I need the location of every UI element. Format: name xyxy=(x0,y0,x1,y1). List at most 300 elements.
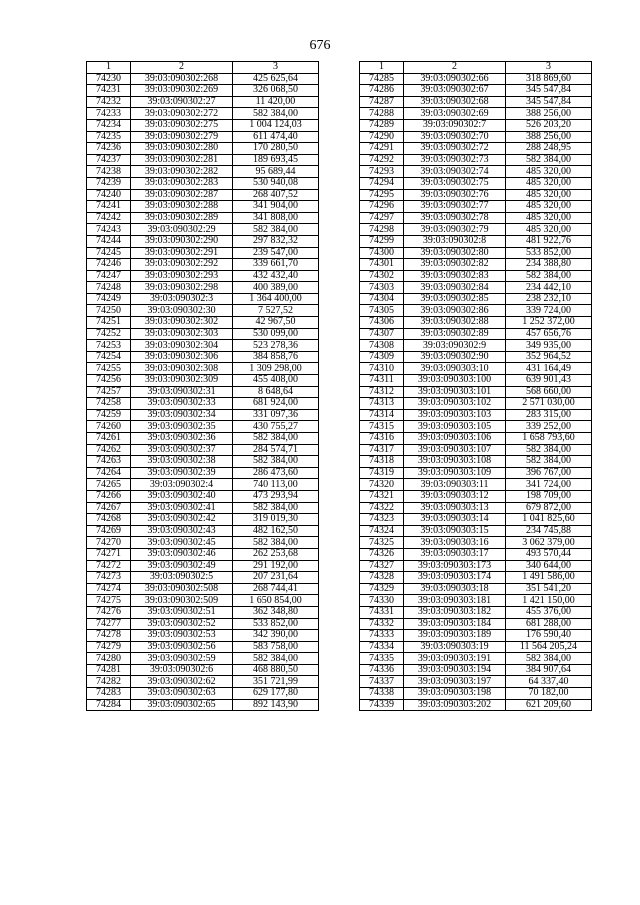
table-row xyxy=(87,664,319,676)
row-number-cell: 74278 xyxy=(87,630,131,642)
row-number-cell: 74239 xyxy=(87,177,131,189)
table-row xyxy=(360,456,592,468)
table-row xyxy=(360,502,592,514)
table-row xyxy=(360,572,592,584)
value-cell: 95 689,44 xyxy=(233,166,319,178)
cadastral-number-cell: 39:03:090302:49 xyxy=(131,560,233,572)
value-cell: 198 709,00 xyxy=(506,490,592,502)
table-row xyxy=(87,143,319,155)
cadastral-number-cell: 39:03:090303:189 xyxy=(404,630,506,642)
cadastral-number-cell: 39:03:090302:78 xyxy=(404,212,506,224)
row-number-cell: 74259 xyxy=(87,409,131,421)
row-number-cell: 74243 xyxy=(87,224,131,236)
row-number-cell: 74302 xyxy=(360,270,404,282)
cadastral-number-cell: 39:03:090302:42 xyxy=(131,514,233,526)
row-number-cell: 74231 xyxy=(87,85,131,97)
table-row xyxy=(87,189,319,201)
cadastral-number-cell: 39:03:090303:10 xyxy=(404,363,506,375)
value-cell: 11 564 205,24 xyxy=(506,641,592,653)
cadastral-number-cell: 39:03:090302:303 xyxy=(131,328,233,340)
table-row xyxy=(360,548,592,560)
row-number-cell: 74247 xyxy=(87,270,131,282)
table-row xyxy=(87,247,319,259)
table-row xyxy=(87,641,319,653)
value-cell: 1 252 372,00 xyxy=(506,317,592,329)
row-number-cell: 74285 xyxy=(360,73,404,85)
row-number-cell: 74312 xyxy=(360,386,404,398)
table-row xyxy=(87,595,319,607)
table-row xyxy=(360,537,592,549)
value-cell: 526 203,20 xyxy=(506,119,592,131)
row-number-cell: 74318 xyxy=(360,456,404,468)
row-number-cell: 74286 xyxy=(360,85,404,97)
table-row xyxy=(360,351,592,363)
table-row xyxy=(360,583,592,595)
table-row xyxy=(360,189,592,201)
row-number-cell: 74256 xyxy=(87,375,131,387)
cadastral-number-cell: 39:03:090302:62 xyxy=(131,676,233,688)
cadastral-number-cell: 39:03:090302:298 xyxy=(131,282,233,294)
value-cell: 485 320,00 xyxy=(506,177,592,189)
value-cell: 485 320,00 xyxy=(506,201,592,213)
table-row xyxy=(87,154,319,166)
value-cell: 1 658 793,60 xyxy=(506,433,592,445)
row-number-cell: 74329 xyxy=(360,583,404,595)
value-cell: 582 384,00 xyxy=(233,108,319,120)
row-number-cell: 74337 xyxy=(360,676,404,688)
row-number-cell: 74242 xyxy=(87,212,131,224)
value-cell: 400 389,00 xyxy=(233,282,319,294)
cadastral-number-cell: 39:03:090302:508 xyxy=(131,583,233,595)
row-number-cell: 74300 xyxy=(360,247,404,259)
cadastral-number-cell: 39:03:090303:16 xyxy=(404,537,506,549)
cadastral-number-cell: 39:03:090302:509 xyxy=(131,595,233,607)
value-cell: 582 384,00 xyxy=(233,537,319,549)
table-row xyxy=(360,409,592,421)
cadastral-number-cell: 39:03:090302:34 xyxy=(131,409,233,421)
value-cell: 345 547,84 xyxy=(506,96,592,108)
cadastral-number-cell: 39:03:090302:43 xyxy=(131,525,233,537)
row-number-cell: 74298 xyxy=(360,224,404,236)
value-cell: 493 570,44 xyxy=(506,548,592,560)
value-cell: 533 852,00 xyxy=(506,247,592,259)
cadastral-number-cell: 39:03:090303:17 xyxy=(404,548,506,560)
table-row xyxy=(87,282,319,294)
cadastral-number-cell: 39:03:090303:11 xyxy=(404,479,506,491)
cadastral-number-cell: 39:03:090302:65 xyxy=(131,699,233,711)
cadastral-number-cell: 39:03:090302:45 xyxy=(131,537,233,549)
row-number-cell: 74294 xyxy=(360,177,404,189)
cadastral-number-cell: 39:03:090302:51 xyxy=(131,606,233,618)
table-row xyxy=(360,386,592,398)
table-row xyxy=(360,270,592,282)
cadastral-number-cell: 39:03:090302:288 xyxy=(131,201,233,213)
table-row xyxy=(360,490,592,502)
row-number-cell: 74234 xyxy=(87,119,131,131)
value-cell: 291 192,00 xyxy=(233,560,319,572)
row-number-cell: 74308 xyxy=(360,340,404,352)
table-header-row xyxy=(360,62,592,74)
row-number-cell: 74324 xyxy=(360,525,404,537)
row-number-cell: 74272 xyxy=(87,560,131,572)
row-number-cell: 74235 xyxy=(87,131,131,143)
row-number-cell: 74263 xyxy=(87,456,131,468)
table-row xyxy=(360,375,592,387)
value-cell: 468 880,50 xyxy=(233,664,319,676)
value-cell: 582 384,00 xyxy=(233,224,319,236)
cadastral-number-cell: 39:03:090302:36 xyxy=(131,433,233,445)
value-cell: 234 442,10 xyxy=(506,282,592,294)
row-number-cell: 74289 xyxy=(360,119,404,131)
row-number-cell: 74238 xyxy=(87,166,131,178)
table-row xyxy=(360,479,592,491)
cadastral-number-cell: 39:03:090303:198 xyxy=(404,688,506,700)
table-row xyxy=(87,212,319,224)
cadastral-number-cell: 39:03:090302:281 xyxy=(131,154,233,166)
cadastral-number-cell: 39:03:090303:197 xyxy=(404,676,506,688)
value-cell: 339 252,00 xyxy=(506,421,592,433)
cadastral-number-cell: 39:03:090302:279 xyxy=(131,131,233,143)
table-row xyxy=(360,154,592,166)
cadastral-number-cell: 39:03:090302:73 xyxy=(404,154,506,166)
row-number-cell: 74306 xyxy=(360,317,404,329)
row-number-cell: 74283 xyxy=(87,688,131,700)
cadastral-number-cell: 39:03:090303:108 xyxy=(404,456,506,468)
cadastral-number-cell: 39:03:090302:35 xyxy=(131,421,233,433)
table-row xyxy=(360,201,592,213)
cadastral-number-cell: 39:03:090303:14 xyxy=(404,514,506,526)
cadastral-number-cell: 39:03:090302:304 xyxy=(131,340,233,352)
value-cell: 283 315,00 xyxy=(506,409,592,421)
cadastral-number-cell: 39:03:090302:70 xyxy=(404,131,506,143)
row-number-cell: 74293 xyxy=(360,166,404,178)
row-number-cell: 74305 xyxy=(360,305,404,317)
row-number-cell: 74327 xyxy=(360,560,404,572)
table-row xyxy=(360,699,592,711)
cadastral-number-cell: 39:03:090302:82 xyxy=(404,259,506,271)
value-cell: 485 320,00 xyxy=(506,189,592,201)
cadastral-number-cell: 39:03:090303:182 xyxy=(404,606,506,618)
row-number-cell: 74245 xyxy=(87,247,131,259)
row-number-cell: 74321 xyxy=(360,490,404,502)
table-row xyxy=(87,699,319,711)
cadastral-number-cell: 39:03:090303:103 xyxy=(404,409,506,421)
value-cell: 8 648,64 xyxy=(233,386,319,398)
row-number-cell: 74281 xyxy=(87,664,131,676)
table-row xyxy=(360,606,592,618)
cadastral-number-cell: 39:03:090303:173 xyxy=(404,560,506,572)
value-cell: 679 872,00 xyxy=(506,502,592,514)
cadastral-number-cell: 39:03:090302:293 xyxy=(131,270,233,282)
table-row xyxy=(360,398,592,410)
row-number-cell: 74232 xyxy=(87,96,131,108)
table-row xyxy=(87,119,319,131)
table-row xyxy=(87,490,319,502)
table-row xyxy=(360,641,592,653)
row-number-cell: 74316 xyxy=(360,433,404,445)
cadastral-number-cell: 39:03:090302:31 xyxy=(131,386,233,398)
cadastral-number-cell: 39:03:090302:4 xyxy=(131,479,233,491)
value-cell: 388 256,00 xyxy=(506,131,592,143)
cadastral-number-cell: 39:03:090303:191 xyxy=(404,653,506,665)
cadastral-number-cell: 39:03:090302:46 xyxy=(131,548,233,560)
row-number-cell: 74313 xyxy=(360,398,404,410)
table-row xyxy=(360,688,592,700)
value-cell: 234 388,80 xyxy=(506,259,592,271)
table-row xyxy=(360,131,592,143)
row-number-cell: 74315 xyxy=(360,421,404,433)
table-row xyxy=(87,525,319,537)
row-number-cell: 74261 xyxy=(87,433,131,445)
value-cell: 207 231,64 xyxy=(233,572,319,584)
value-cell: 530 099,00 xyxy=(233,328,319,340)
row-number-cell: 74314 xyxy=(360,409,404,421)
value-cell: 70 182,00 xyxy=(506,688,592,700)
value-cell: 341 808,00 xyxy=(233,212,319,224)
value-cell: 42 967,50 xyxy=(233,317,319,329)
table-row xyxy=(360,340,592,352)
cadastral-number-cell: 39:03:090302:76 xyxy=(404,189,506,201)
row-number-cell: 74317 xyxy=(360,444,404,456)
value-cell: 318 869,60 xyxy=(506,73,592,85)
cadastral-number-cell: 39:03:090302:69 xyxy=(404,108,506,120)
value-cell: 342 390,00 xyxy=(233,630,319,642)
value-cell: 582 384,00 xyxy=(233,433,319,445)
value-cell: 621 209,60 xyxy=(506,699,592,711)
value-cell: 1 491 586,00 xyxy=(506,572,592,584)
table-row xyxy=(87,351,319,363)
row-number-cell: 74330 xyxy=(360,595,404,607)
value-cell: 681 288,00 xyxy=(506,618,592,630)
value-cell: 351 721,99 xyxy=(233,676,319,688)
table-row xyxy=(87,85,319,97)
table-row xyxy=(87,421,319,433)
cadastral-number-cell: 39:03:090302:41 xyxy=(131,502,233,514)
cadastral-number-cell: 39:03:090302:72 xyxy=(404,143,506,155)
cadastral-number-cell: 39:03:090302:308 xyxy=(131,363,233,375)
cadastral-number-cell: 39:03:090302:59 xyxy=(131,653,233,665)
value-cell: 530 940,08 xyxy=(233,177,319,189)
value-cell: 892 143,90 xyxy=(233,699,319,711)
cadastral-number-cell: 39:03:090303:101 xyxy=(404,386,506,398)
value-cell: 339 724,00 xyxy=(506,305,592,317)
cadastral-number-cell: 39:03:090303:18 xyxy=(404,583,506,595)
cadastral-number-cell: 39:03:090302:282 xyxy=(131,166,233,178)
row-number-cell: 74246 xyxy=(87,259,131,271)
value-cell: 11 420,00 xyxy=(233,96,319,108)
table-row xyxy=(87,688,319,700)
table-row xyxy=(360,676,592,688)
value-cell: 351 541,20 xyxy=(506,583,592,595)
cadastral-number-cell: 39:03:090302:272 xyxy=(131,108,233,120)
table-row xyxy=(87,398,319,410)
cadastral-number-cell: 39:03:090302:290 xyxy=(131,235,233,247)
value-cell: 455 408,00 xyxy=(233,375,319,387)
cadastral-number-cell: 39:03:090303:100 xyxy=(404,375,506,387)
registry-table-left xyxy=(86,61,319,711)
row-number-cell: 74311 xyxy=(360,375,404,387)
cadastral-number-cell: 39:03:090302:29 xyxy=(131,224,233,236)
table-row xyxy=(87,502,319,514)
value-cell: 349 935,00 xyxy=(506,340,592,352)
value-cell: 239 547,00 xyxy=(233,247,319,259)
value-cell: 7 527,52 xyxy=(233,305,319,317)
row-number-cell: 74279 xyxy=(87,641,131,653)
row-number-cell: 74277 xyxy=(87,618,131,630)
value-cell: 384 858,76 xyxy=(233,351,319,363)
value-cell: 583 758,00 xyxy=(233,641,319,653)
value-cell: 340 644,00 xyxy=(506,560,592,572)
table-row xyxy=(87,375,319,387)
table-row xyxy=(360,143,592,155)
cadastral-number-cell: 39:03:090302:37 xyxy=(131,444,233,456)
row-number-cell: 74255 xyxy=(87,363,131,375)
row-number-cell: 74264 xyxy=(87,467,131,479)
table-row xyxy=(360,85,592,97)
value-cell: 582 384,00 xyxy=(506,154,592,166)
cadastral-number-cell: 39:03:090302:90 xyxy=(404,351,506,363)
value-cell: 384 907,64 xyxy=(506,664,592,676)
cadastral-number-cell: 39:03:090302:33 xyxy=(131,398,233,410)
table-row xyxy=(87,456,319,468)
row-number-cell: 74260 xyxy=(87,421,131,433)
value-cell: 1 421 150,00 xyxy=(506,595,592,607)
row-number-cell: 74332 xyxy=(360,618,404,630)
table-row xyxy=(87,548,319,560)
row-number-cell: 74280 xyxy=(87,653,131,665)
cadastral-number-cell: 39:03:090302:68 xyxy=(404,96,506,108)
row-number-cell: 74334 xyxy=(360,641,404,653)
table-row xyxy=(360,108,592,120)
value-cell: 533 852,00 xyxy=(233,618,319,630)
value-cell: 262 253,68 xyxy=(233,548,319,560)
value-cell: 485 320,00 xyxy=(506,166,592,178)
row-number-cell: 74269 xyxy=(87,525,131,537)
value-cell: 582 384,00 xyxy=(506,456,592,468)
value-cell: 176 590,40 xyxy=(506,630,592,642)
value-cell: 1 364 400,00 xyxy=(233,293,319,305)
cadastral-number-cell: 39:03:090303:105 xyxy=(404,421,506,433)
cadastral-number-cell: 39:03:090302:9 xyxy=(404,340,506,352)
value-cell: 681 924,00 xyxy=(233,398,319,410)
cadastral-number-cell: 39:03:090303:13 xyxy=(404,502,506,514)
value-cell: 582 384,00 xyxy=(233,456,319,468)
value-cell: 297 832,32 xyxy=(233,235,319,247)
cadastral-number-cell: 39:03:090303:107 xyxy=(404,444,506,456)
cadastral-number-cell: 39:03:090302:287 xyxy=(131,189,233,201)
row-number-cell: 74254 xyxy=(87,351,131,363)
cadastral-number-cell: 39:03:090302:74 xyxy=(404,166,506,178)
table-row xyxy=(87,537,319,549)
row-number-cell: 74319 xyxy=(360,467,404,479)
value-cell: 189 693,45 xyxy=(233,154,319,166)
row-number-cell: 74262 xyxy=(87,444,131,456)
table-row xyxy=(87,467,319,479)
table-row xyxy=(87,96,319,108)
table-row xyxy=(360,166,592,178)
cadastral-number-cell: 39:03:090302:39 xyxy=(131,467,233,479)
value-cell: 431 164,49 xyxy=(506,363,592,375)
table-row xyxy=(360,224,592,236)
row-number-cell: 74326 xyxy=(360,548,404,560)
value-cell: 1 309 298,00 xyxy=(233,363,319,375)
row-number-cell: 74331 xyxy=(360,606,404,618)
value-cell: 3 062 379,00 xyxy=(506,537,592,549)
table-row xyxy=(360,618,592,630)
row-number-cell: 74304 xyxy=(360,293,404,305)
table-row xyxy=(360,444,592,456)
row-number-cell: 74273 xyxy=(87,572,131,584)
cadastral-number-cell: 39:03:090303:15 xyxy=(404,525,506,537)
row-number-cell: 74237 xyxy=(87,154,131,166)
row-number-cell: 74250 xyxy=(87,305,131,317)
cadastral-number-cell: 39:03:090302:67 xyxy=(404,85,506,97)
table-row xyxy=(87,560,319,572)
row-number-cell: 74249 xyxy=(87,293,131,305)
header-cell: 1 xyxy=(360,62,404,74)
row-number-cell: 74307 xyxy=(360,328,404,340)
cadastral-number-cell: 39:03:090303:194 xyxy=(404,664,506,676)
value-cell: 326 068,50 xyxy=(233,85,319,97)
value-cell: 286 473,60 xyxy=(233,467,319,479)
value-cell: 629 177,80 xyxy=(233,688,319,700)
header-cell: 3 xyxy=(506,62,592,74)
row-number-cell: 74236 xyxy=(87,143,131,155)
header-cell: 2 xyxy=(404,62,506,74)
table-row xyxy=(87,177,319,189)
table-row xyxy=(87,259,319,271)
row-number-cell: 74335 xyxy=(360,653,404,665)
row-number-cell: 74323 xyxy=(360,514,404,526)
row-number-cell: 74275 xyxy=(87,595,131,607)
cadastral-number-cell: 39:03:090302:280 xyxy=(131,143,233,155)
value-cell: 639 901,43 xyxy=(506,375,592,387)
cadastral-number-cell: 39:03:090303:102 xyxy=(404,398,506,410)
row-number-cell: 74282 xyxy=(87,676,131,688)
table-row xyxy=(360,317,592,329)
table-row xyxy=(87,618,319,630)
table-row xyxy=(87,131,319,143)
header-cell: 3 xyxy=(233,62,319,74)
value-cell: 582 384,00 xyxy=(506,444,592,456)
row-number-cell: 74267 xyxy=(87,502,131,514)
value-cell: 455 376,00 xyxy=(506,606,592,618)
table-row xyxy=(360,433,592,445)
table-row xyxy=(87,340,319,352)
value-cell: 582 384,00 xyxy=(233,653,319,665)
value-cell: 482 162,50 xyxy=(233,525,319,537)
value-cell: 268 407,52 xyxy=(233,189,319,201)
row-number-cell: 74301 xyxy=(360,259,404,271)
cadastral-number-cell: 39:03:090302:86 xyxy=(404,305,506,317)
cadastral-number-cell: 39:03:090302:8 xyxy=(404,235,506,247)
cadastral-number-cell: 39:03:090302:5 xyxy=(131,572,233,584)
table-row xyxy=(360,73,592,85)
cadastral-number-cell: 39:03:090302:85 xyxy=(404,293,506,305)
table-row xyxy=(360,259,592,271)
table-row xyxy=(87,328,319,340)
cadastral-number-cell: 39:03:090302:75 xyxy=(404,177,506,189)
table-row xyxy=(360,363,592,375)
cadastral-number-cell: 39:03:090302:88 xyxy=(404,317,506,329)
table-row xyxy=(87,444,319,456)
table-row xyxy=(360,212,592,224)
cadastral-number-cell: 39:03:090302:302 xyxy=(131,317,233,329)
value-cell: 388 256,00 xyxy=(506,108,592,120)
row-number-cell: 74268 xyxy=(87,514,131,526)
table-row xyxy=(87,479,319,491)
table-row xyxy=(87,363,319,375)
